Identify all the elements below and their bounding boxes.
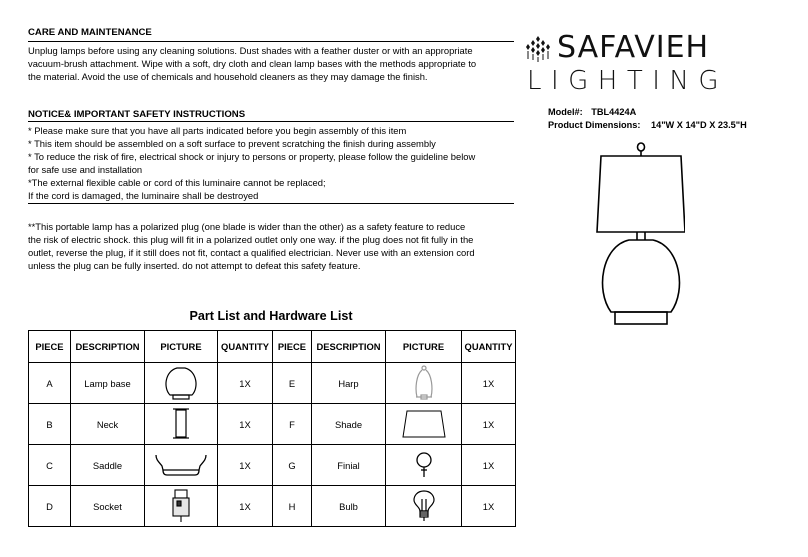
header-description: DESCRIPTION [312, 331, 386, 363]
plug-line: unless the plug can be fully inserted. do not attempt to defeat this safety feature. [28, 260, 361, 271]
quantity-cell: 1X [462, 445, 516, 486]
table-row [29, 404, 516, 445]
piece-cell: H [273, 486, 312, 527]
harp-icon [412, 365, 436, 401]
brand-subtitle: LIGHTING [527, 66, 728, 96]
picture-cell [145, 486, 218, 527]
care-line: the material. Avoid the use of chemicals and household cleaners as they may damage the finish. [28, 71, 428, 82]
safety-bottom-divider [28, 203, 514, 204]
safety-text [28, 124, 516, 202]
header-quantity: QUANTITY [218, 331, 273, 363]
description-cell: Lamp base [71, 363, 145, 404]
picture-cell [386, 486, 462, 527]
safety-divider [28, 121, 514, 122]
description-cell: Bulb [312, 486, 386, 527]
safety-line: for safe use and installation [28, 164, 143, 175]
dimensions-label: Product Dimensions: [548, 120, 641, 130]
picture-cell [145, 404, 218, 445]
care-text [28, 44, 516, 83]
description-cell: Finial [312, 445, 386, 486]
table-row [29, 445, 516, 486]
picture-cell [386, 445, 462, 486]
socket-icon [170, 488, 192, 524]
shade-icon [401, 408, 447, 440]
quantity-cell: 1X [218, 363, 273, 404]
description-cell: Socket [71, 486, 145, 527]
picture-cell [145, 445, 218, 486]
header-picture: PICTURE [145, 331, 218, 363]
neck-icon [169, 407, 193, 441]
lamp-base-icon [163, 366, 199, 400]
model-label: Model#: [548, 107, 583, 117]
quantity-cell: 1X [462, 404, 516, 445]
plug-text [28, 220, 516, 272]
care-line: vacuum-brush attachment. Wipe with a soft, dry cloth and clean lamp bases with the methods appropriate to [28, 58, 477, 69]
picture-cell [386, 404, 462, 445]
quantity-cell: 1X [462, 486, 516, 527]
dimensions-spec [548, 120, 747, 130]
plug-line: **This portable lamp has a polarized plug (one blade is wider than the other) as a safety feature to reduce [28, 221, 466, 232]
parts-header-row [29, 331, 516, 363]
table-lamp-illustration-icon [585, 140, 685, 330]
quantity-cell: 1X [218, 445, 273, 486]
parts-table [28, 330, 516, 527]
quantity-cell: 1X [218, 404, 273, 445]
quantity-cell: 1X [218, 486, 273, 527]
picture-cell [386, 363, 462, 404]
safety-line: *The external flexible cable or cord of this luminaire cannot be replaced; [28, 177, 326, 188]
piece-cell: A [29, 363, 71, 404]
header-piece: PIECE [29, 331, 71, 363]
piece-cell: F [273, 404, 312, 445]
finial-icon [414, 451, 434, 479]
header-piece: PIECE [273, 331, 312, 363]
description-cell: Saddle [71, 445, 145, 486]
care-title: CARE AND MAINTENANCE [28, 27, 152, 38]
picture-cell [145, 363, 218, 404]
plug-line: the risk of electric shock. this plug will fit in a polarized outlet only one way. if the plug does not fit fully in the [28, 234, 474, 245]
header-picture: PICTURE [386, 331, 462, 363]
safety-line: * To reduce the risk of fire, electrical shock or injury to persons or property, please follow the guideline below [28, 151, 476, 162]
safety-line: * This item should be assembled on a soft surface to prevent scratching the finish during assembly [28, 138, 436, 149]
safety-title: NOTICE& IMPORTANT SAFETY INSTRUCTIONS [28, 109, 246, 120]
description-cell: Neck [71, 404, 145, 445]
piece-cell: E [273, 363, 312, 404]
piece-cell: C [29, 445, 71, 486]
bulb-icon [412, 489, 436, 523]
model-value: TBL4424A [591, 107, 637, 117]
safety-line: * Please make sure that you have all parts indicated before you begin assembly of this item [28, 125, 407, 136]
piece-cell: B [29, 404, 71, 445]
header-quantity: QUANTITY [462, 331, 516, 363]
table-row [29, 363, 516, 404]
care-line: Unplug lamps before using any cleaning solutions. Dust shades with a feather duster or with an appropriate [28, 45, 473, 56]
care-divider [28, 41, 514, 42]
piece-cell: G [273, 445, 312, 486]
header-description: DESCRIPTION [71, 331, 145, 363]
saddle-icon [153, 452, 209, 478]
model-spec [548, 107, 636, 117]
parts-list-title: Part List and Hardware List [189, 309, 353, 323]
brand-logo [523, 28, 783, 100]
safety-line: If the cord is damaged, the luminaire shall be destroyed [28, 190, 259, 201]
brand-name: SAFAVIEH [557, 30, 710, 65]
description-cell: Harp [312, 363, 386, 404]
dimensions-value: 14"W X 14"D X 23.5"H [650, 120, 747, 130]
chandelier-logo-icon [523, 34, 553, 64]
table-row [29, 486, 516, 527]
plug-line: outlet, reverse the plug, if it still does not fit, contact a qualified electrician. Never use with an extension cord [28, 247, 475, 258]
quantity-cell: 1X [462, 363, 516, 404]
description-cell: Shade [312, 404, 386, 445]
piece-cell: D [29, 486, 71, 527]
